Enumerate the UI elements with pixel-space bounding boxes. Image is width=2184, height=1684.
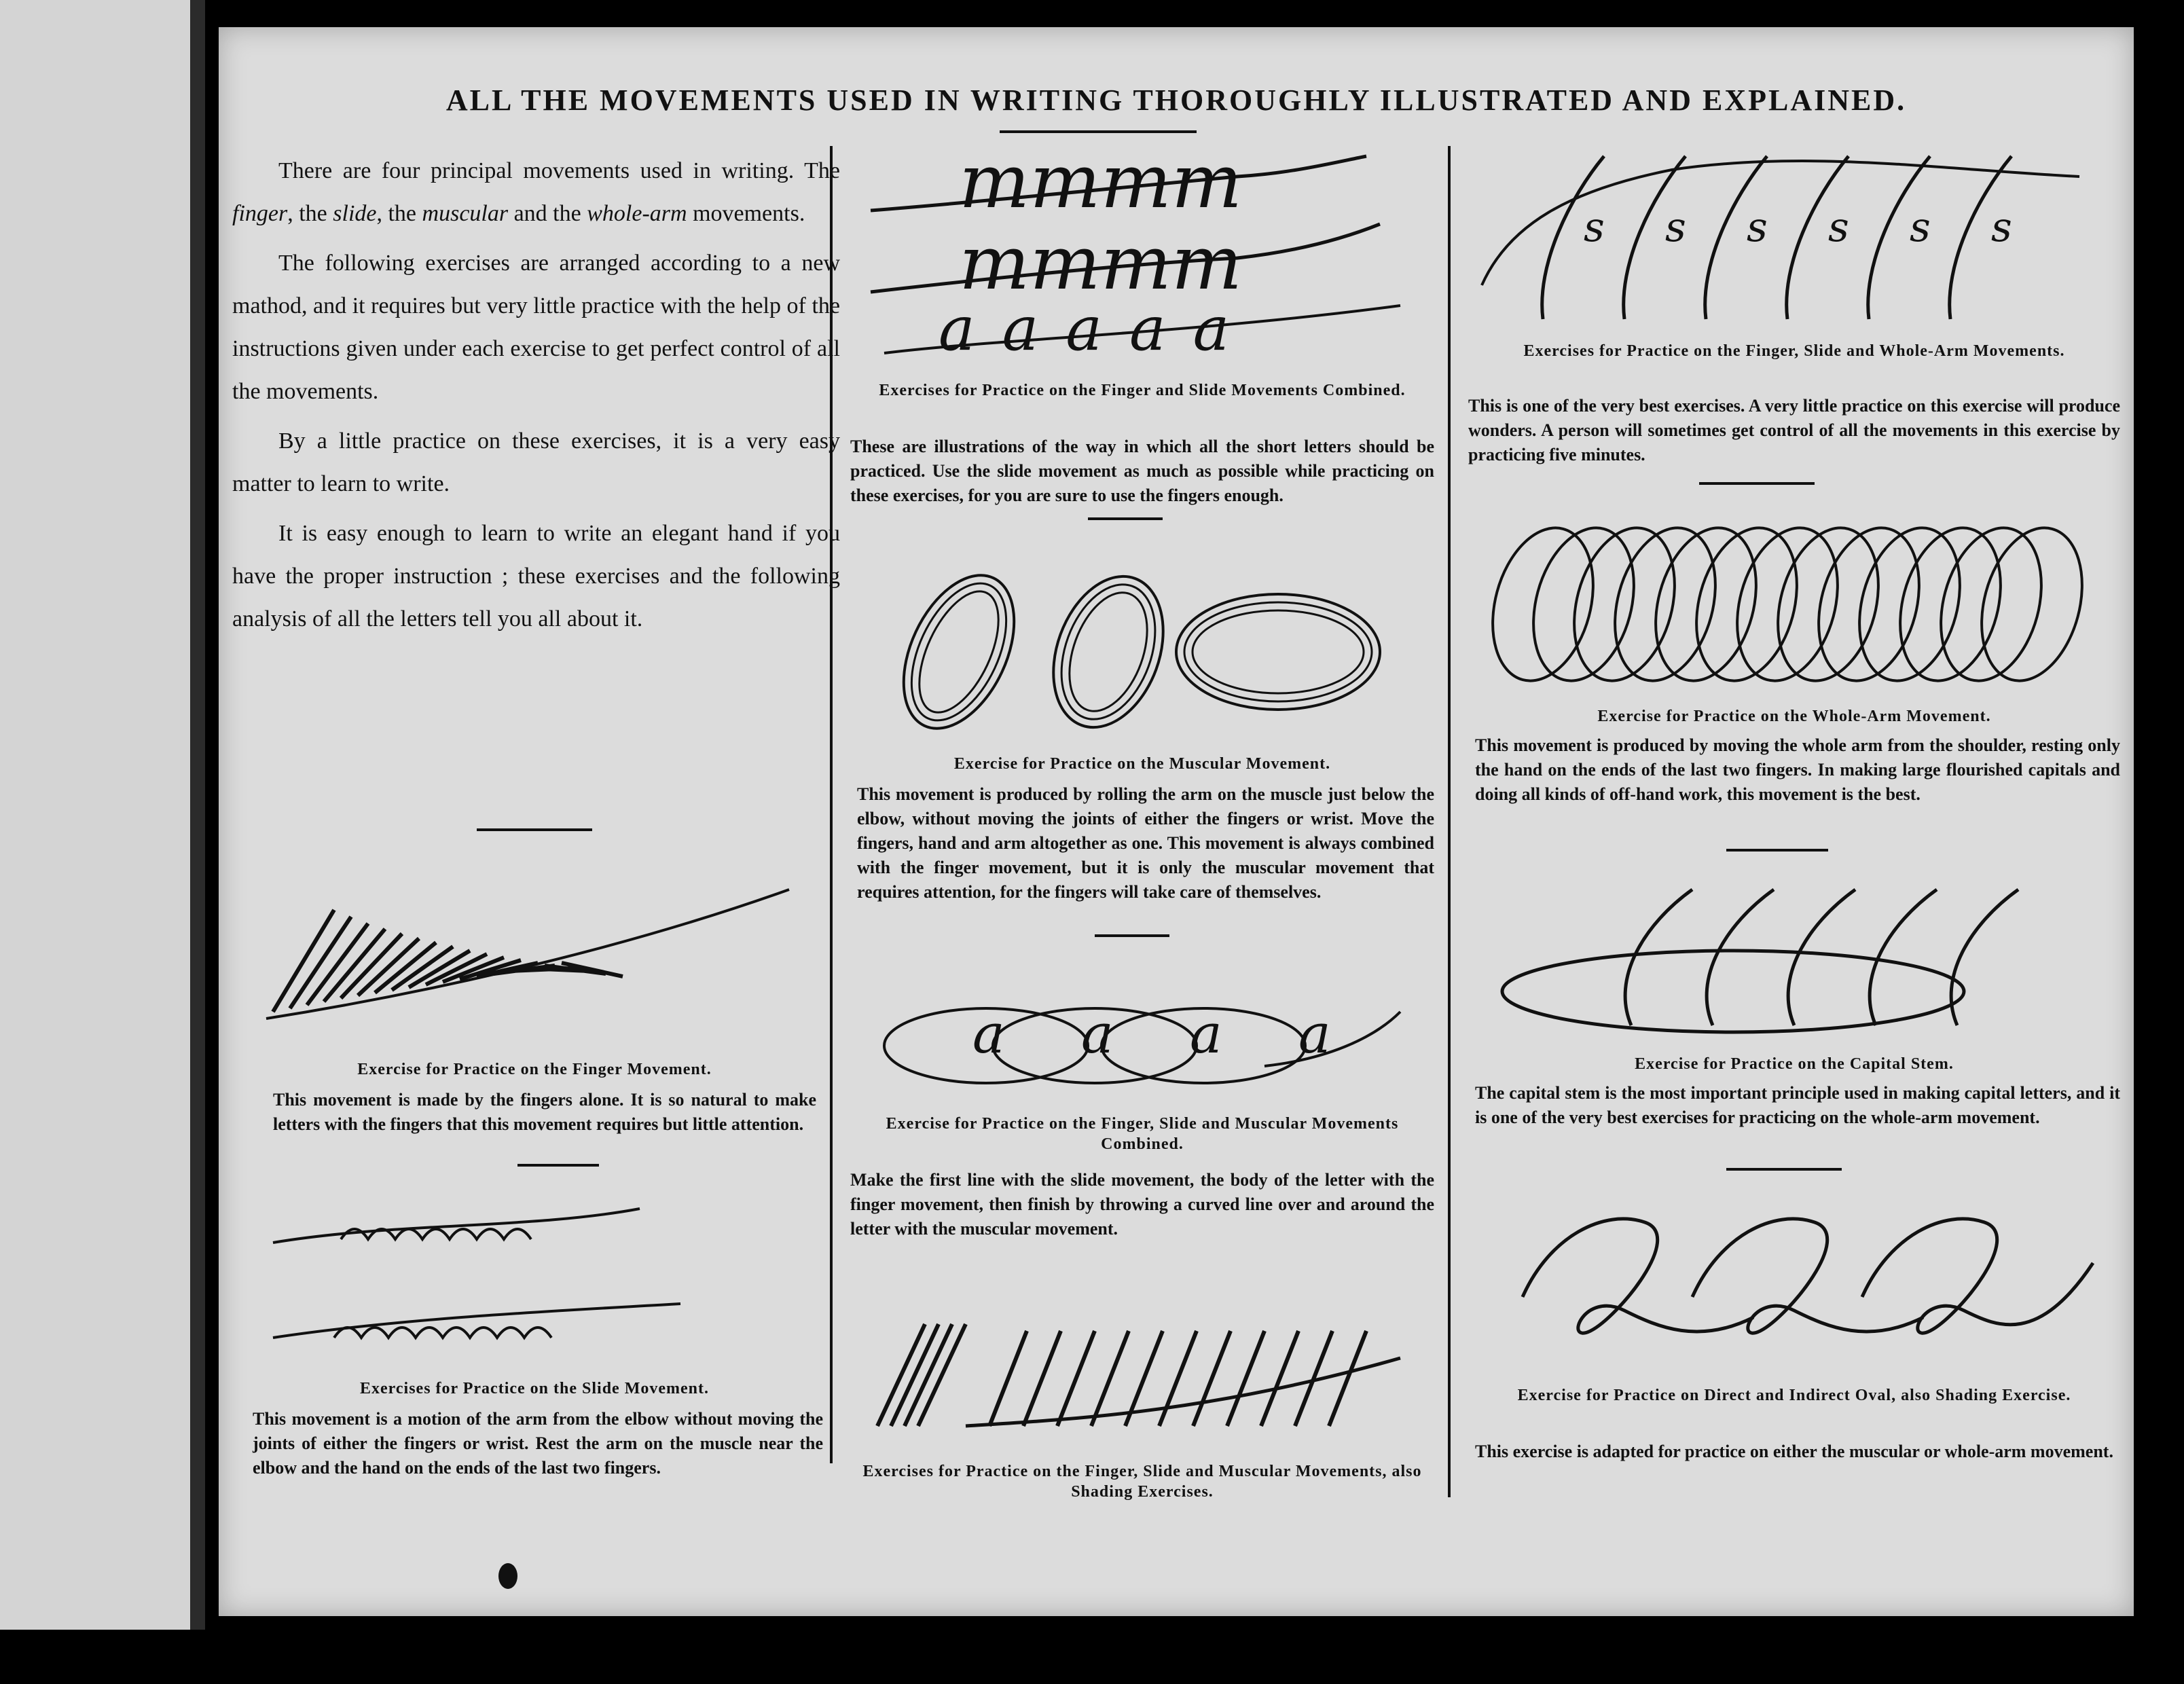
finger-slide-caption: Exercises for Practice on the Finger and Slide Movements Combined. bbox=[879, 382, 1406, 399]
intro-text bbox=[232, 149, 840, 647]
capital-stem-caption: Exercise for Practice on the Capital Stem. bbox=[1635, 1055, 1954, 1073]
intro-paragraph-3: By a little practice on these exercises, it is a very easy matter to learn to write. bbox=[232, 428, 840, 496]
slide-movement-caption: Exercises for Practice on the Slide Movement. bbox=[360, 1380, 709, 1397]
document-page bbox=[219, 27, 2134, 1616]
muscular-movement-text: This movement is produced by rolling the arm on the muscle just below the elbow, without moving the joints of either the fingers or wrist. Move the fingers, hand and arm altogether as one. This movement is always combined with the finger movement, but it is only the muscular movement that requires attention, for the fingers will take care of themselves. bbox=[857, 784, 1434, 902]
finger-slide-wholearm-caption: Exercises for Practice on the Finger, Slide and Whole-Arm Movements. bbox=[1523, 342, 2065, 360]
shading-caption: Exercises for Practice on the Finger, Slide and Muscular Movements, also Shading Exercises. bbox=[862, 1463, 1422, 1501]
wholearm-illustration bbox=[1482, 516, 2120, 693]
combined-letter-4: a bbox=[1298, 1002, 1331, 1065]
finger-slide-illustration bbox=[857, 138, 1434, 373]
wholearm-caption: Exercise for Practice on the Whole-Arm Movement. bbox=[1597, 708, 1991, 725]
swash-letter-3: s bbox=[1747, 204, 1768, 251]
combined-letter-3: a bbox=[1190, 1002, 1222, 1065]
muscular-movement-illustration bbox=[884, 564, 1414, 740]
finger-slide-letters-1: mmmm bbox=[959, 138, 1243, 225]
swash-letter-1: s bbox=[1584, 204, 1605, 251]
combined-letter-1: a bbox=[972, 1002, 1005, 1065]
swash-letter-2: s bbox=[1665, 204, 1686, 251]
capital-stem-text: The capital stem is the most important principle used in making capital letters, and it is one of the very best exercises for practicing on the whole-arm movement. bbox=[1475, 1083, 2120, 1127]
section-rule bbox=[1726, 849, 1828, 852]
page-title: ALL THE MOVEMENTS USED IN WRITING THOROUGHLY ILLUSTRATED AND EXPLAINED. bbox=[445, 84, 1907, 117]
finger-movement-caption: Exercise for Practice on the Finger Movement. bbox=[357, 1061, 712, 1078]
combined-letter-2: a bbox=[1081, 1002, 1114, 1065]
intro-paragraph-1: There are four principal movements used in writing. The finger, the slide, the muscular and the whole-arm movements. bbox=[232, 158, 840, 226]
shading-illustration bbox=[871, 1317, 1427, 1446]
finger-slide-letters-3: aaaaa bbox=[939, 293, 1257, 365]
title-rule bbox=[1000, 130, 1197, 133]
finger-movement-illustration bbox=[259, 876, 803, 1032]
swash-letter-6: s bbox=[1991, 204, 2012, 251]
swash-letter-5: s bbox=[1910, 204, 1931, 251]
capital-stem-illustration bbox=[1489, 876, 2113, 1046]
muscular-movement-caption: Exercise for Practice on the Muscular Movement. bbox=[953, 755, 1331, 773]
swash-letter-4: s bbox=[1828, 204, 1849, 251]
finger-slide-wholearm-text: This is one of the very best exercises. A very little practice on this exercise will produce wonders. A person will sometimes get control of all the movements in this exercise by practicing five minutes. bbox=[1468, 396, 2120, 464]
section-rule bbox=[1095, 934, 1169, 937]
finger-slide-muscular-caption: Exercise for Practice on the Finger, Slide and Muscular Movements Combined. bbox=[886, 1115, 1399, 1153]
column-divider-2 bbox=[1448, 146, 1451, 1497]
oval-text: This exercise is adapted for practice on either the muscular or whole-arm movement. bbox=[1475, 1442, 2113, 1461]
section-rule bbox=[1699, 482, 1815, 485]
finger-slide-muscular-text: Make the first line with the slide movement, the body of the letter with the finger movement, then finish by throwing a curved line over and around the letter with the muscular movement. bbox=[850, 1170, 1434, 1239]
adjacent-page-edge bbox=[0, 0, 205, 1630]
section-rule bbox=[477, 828, 592, 831]
slide-movement-text: This movement is a motion of the arm from the elbow without moving the joints of either the fingers or wrist. Rest the arm on the muscle near the elbow and the hand on the ends of the last two fingers. bbox=[253, 1409, 823, 1478]
section-rule bbox=[1726, 1168, 1842, 1171]
finger-slide-muscular-illustration bbox=[884, 978, 1414, 1093]
section-rule bbox=[517, 1164, 599, 1167]
slide-movement-illustration bbox=[259, 1202, 803, 1358]
section-rule bbox=[1088, 517, 1163, 520]
finger-slide-letters-2: mmmm bbox=[959, 219, 1243, 306]
finger-movement-text: This movement is made by the fingers alone. It is so natural to make letters with the fingers that this movement requires but little attention. bbox=[273, 1090, 816, 1134]
finger-slide-wholearm-illustration bbox=[1468, 129, 2113, 333]
wholearm-text: This movement is produced by moving the whole arm from the shoulder, resting only the hand on the ends of the last two fingers. In making large flourished capitals and doing all kinds of off-hand work, this movement is the best. bbox=[1475, 735, 2120, 804]
oval-illustration bbox=[1495, 1195, 2120, 1372]
intro-paragraph-2: The following exercises are arranged according to a new mathod, and it requires but very little practice with the help of the instructions given under each exercise to get perfect control of all the movements. bbox=[232, 251, 840, 404]
oval-caption: Exercise for Practice on Direct and Indirect Oval, also Shading Exercise. bbox=[1517, 1387, 2071, 1404]
intro-paragraph-4: It is easy enough to learn to write an elegant hand if you have the proper instruction ; these exercises and the following analysis of all the letters tell you all about it. bbox=[232, 521, 840, 632]
finger-slide-text: These are illustrations of the way in which all the short letters should be practiced. Use the slide movement as much as possible while practicing on these exercises, for you are sure to use the fingers enough. bbox=[850, 437, 1434, 505]
ink-blot bbox=[498, 1563, 517, 1589]
